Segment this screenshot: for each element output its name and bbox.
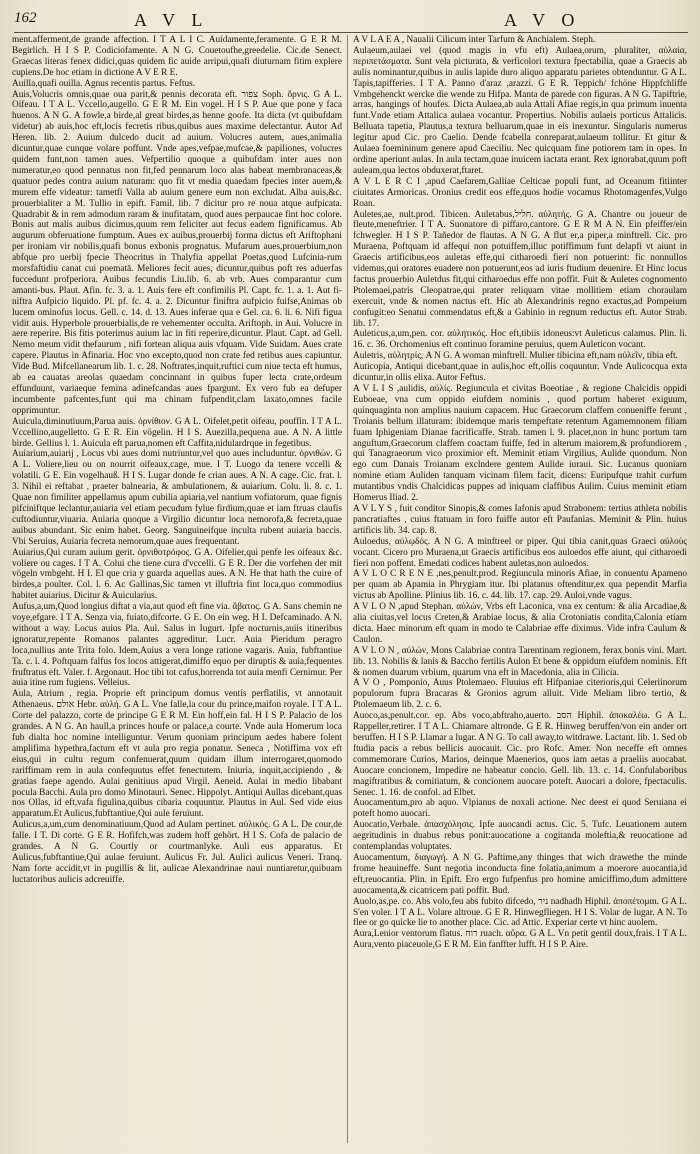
entry-auloedus: Auloedus, αὐλῳδός. A N G. A minftreel or piper. Qui tibia canit,quas Graeci αὐλοὺς vocant. Cicero pro Muraena,ut Graecis artificibus eos auloedos effe aiunt, qui citharoedi fieri non poffent. Emedati codices habent auletas,non auloedos. <box>353 536 687 569</box>
entry-auletes: Auletes,ae, nult.prod. Tibicen. Auletabus,חליל. αὐλητής. G A. Chantre ou joueur de fleute,meneftrier. I T A. Suonatore di piffaro,cantore. G E R M A N. Ein pfeiffer/ein fchwegler. H I S P. Tañedor de flautas. A N G. A flut er,a piper,a minftrell. Cic. pro Muraena, Poftquam id affequi non potuiffem,illuc potiffimum funt delapfi vt aiunt in Graecis artificibus,eos auletas effe,qui citharoedi fieri non potuerint: fic nonnullos videmus,qui oratores euadere non potuerunt,eos ad iuris ftudium deuenire. Et Hinc locus factus prouerbio Auletdus fit,qui citharoedus effe non poffit. Fuit & Auletes cognomento Ptolemaei,patris Cleopatrae,qui prater reliquam vitae mollitiem etiam choraulam exercuit, vnde & nomen nactus eft. Hic ab Alexandrinis regno exactus,ad Pompeium confugit:eo Senatui commendatus eft,& a Gabinio in regnum reductus eft. Autor Strab. lib. 17. <box>353 209 687 329</box>
entry-auilla: Auilla,quafi ouilla. Agnus recentis partus. Feftus. <box>12 78 196 89</box>
entry-aulicus: Aulicus,a,um,cum denominatiuum,Quod ad Aulam pertinet. αὐλικός. G A L. De cour,de falle. I T. Di corte. G E R. Hofifch,was zudem hoff gehört. H I S. Cofa de palacio de grandes. A N G. Courtly or courtmanlyke. Auli eus apparatus. Et Aulicus,fubftantiue,Qui aulae feruiunt. Aulicus Fr. Jul. Aulici aulicus Veneri. Tranq. Nam forte accidit,vt in pugillis & lit, aulicae Alexandrinae naui nuntiaretur,quibuam luctatoribus aulicis adcreuiffe. <box>12 820 342 885</box>
entry-auide: ment.afferment,de grande affection. I T A L I C. Auidamente,feramente. G E R M. Begirlich. H I S P. Codiciofamente. A N G. Couetoufhe,greedelie. Cic.de Senect. Graecas literas fenex didici,quas quidem fic auide arripui,quafi diuturnam fitim explere cupiens.De hoc etiam in dictione A V E R E. <box>12 35 342 78</box>
entry-aulon-2: A V L O N , αὐλών, Mons Calabriae contra Tarentinam regionem, ferax bonis vini. Mart. lib. 13. Nobilis & lanis & Baccho fertilis Aulon Et bene & oppidum eiufdem nominis. Eft & nomen duarum vrbium, quarum vna eft in Macedonia, alia in Cilicia. <box>353 645 687 678</box>
entry-aulus: A V L Y S , fuit conditor Sinopis,& comes Iafonis apud Strabonem: tertius athleta nobilis pancratiaftes , cuius ftatuam in foro fuiffe autor eft Paufanias. Meminit & Plin. huius artificis lib. 34. cap. 8. <box>353 503 687 536</box>
right-running-title: A V O <box>504 10 581 30</box>
entry-aulerci: A V L E R C I ,apud Caefarem,Galliae Celticae populi funt, ad Oceanum fitiinter ciuitates Armoricas. Oronius credit eos effe,quos hodie vocamus Rhotomagenfes,Vulgo Roan. <box>353 176 687 209</box>
left-column <box>12 35 342 1143</box>
left-running-title: A V L <box>134 10 209 30</box>
entry-aulaeum: Aulaeum,aulaei vel (quod magis in vfu eft) Aulaea,orum, pluraliter, αὐλαία, περιπετάσματα. Sunt vela picturata, & verficolori textura fpectabilia, quae a Graecis ab aulis nominantur,quibus in aulis lapide duro aliquo apparatu parietes obtenduntur. G A L. Tapis,tapifferies. I T A. Panno d'araz ,arazzi. G E R. Teppich/ fchöne Hippfchliffe Vmbgehenckt wercke die wende zu Hifpa. Manta de parede con figuras. A N G. Tapiftrie, arras, hangings of houfes. Dicta Aulaea,ab aula Attali Afiae regis,in qua primum inuenta funt.Vnde etiam Attalica aulaea vocantur. Propertius. Nobilis aulaeis porticus Attalicis. Belluata tapetia, Plautus,a textura belluarum,quae in eis inexuntur. Singularis numerus legitur apud Cic. pro Caelio. Dende fcabella conreparat,aulaeum tollitur. Et gitur & Aulaea foemininum genere apud Caeciliu. Nec quicquam fine potiorem tam in opes. In ordine aperiunt aulas. In aula tectam,quae inuicem iactata erant. Rex ignorabat,quum poft auleam,qua lectos obduxerat,ftaret. <box>353 45 687 176</box>
entry-aulaea: A V L A E A , Naualii Cilicum inter Tarfum & Anchialem. Steph. <box>353 35 596 45</box>
right-column <box>353 35 687 1143</box>
entry-aula: Aula, Atrium , regia. Proprie eft principum domus ventis perflatilis, vt annotauit Athenaeus. אולם Hebr. αὐλή. G A L. Vne falle,la cour du prince,maifon royale. I T A L. Corte del palazzo, corte de principe G E R M. Ein hoff,ein fal. H I S P. Palacio de los grandes. A N G. An haull,a princes houfe or palace,a courte. Vnde aula Homerum loca fub dialta hoc nomine intelliguntur. Verum quoniam principum aedes habere folent amplifima hypethra,factum eft vt aula pro regia ponatur. Seneca , Notiffima vox eft eius,qui in cultu regum confenuerat,quum quidam illum interrogaret,quomodo rariffimam rem in aula confequutus effet fenectutem. Iniuria, inquit,accipiendo , & gratias faepe agendo. Aulai genitiuus apud Virgil. Aeneid. Aulai in medio libabant pocula Bacchi. Aula pro domo Minotauri. Senec. Hippolyt. Antiqui Aullas dicebant,quas nos Ollas, id eft,vafa figulina,quibus cibaria coquuntur. Plautus in Aul. Sed vide eius apparatum.Et Aulicus,fubftantiue,Qui aule feruiunt. <box>12 689 342 820</box>
entry-aulocrene: A V L O C R E N E ,nes,penult.prod. Regiuncula minoris Afiae, in conuentu Apameno per quam ab Apamia in Phrygiam itur. Ibi platanus oftenditur,ex qua pependit Marfia victus ab Apolline. Plinius lib. 16. c. 44. lib. 17. cap. 29. Auloi,vnde vagus. <box>353 569 687 602</box>
column-divider <box>347 35 348 1143</box>
entry-auiarium: Auiarium,auiarij , Locus vbi aues domi nutriuntur,vel quo aues includuntur. ὀρνιθών. G A L. Voliere,lieu ou on nourrit oifeaux,cage, mue. I T. Luogo da tenere vccelli & volatili. G E. Ein vogelhauß. H I S. Lugar donde fe crian aues. A N. A cage. Cic. frat. l. 3. Nihil ei reftabat , praeter balnearia, & ambulationem, & auiarium. Colu. li. 8. c. 1. Quae non fimiliter appellamus apum cubilia apiaria,vel nantium vofiatorum, quae fignis pifciniftque leclantur,auiaria vel etiam pecudum fylue firdium,quae et iam ftruas claufis cuftodiuntur,viuaria. Auiaria quoque a Virgilio dicuntur loca nemorofa,& fecreta,quae auibus abundant. Sic enim habet. Georg. Sanguineifque inculta rubent auiaria baccis. Vbi Seruius, Auiaria fecreta nemorum,quae aues frequentant. <box>12 449 342 547</box>
entry-aulis: A V L I S ,aulidis, αὐλίς. Regiuncula et civitas Boeotiae , & regione Chalcidis oppidi Euboeae, vna cum oppido eiufdem nominis , quod portum haberet exiguum, quinquaginta non amplius nauium capacem. Huc Graecorum claffem conueniffe ferunt , Troianis bellum illaturam: ibidemque maris tempeftate retentum Agamemnonem filiam fuam Iphigeniam Dianae facrificaffe. Strab. tamen l. 9. placet,non in hunc portum tam anguftum,Graecorum claffem coactam fuiffe, fed in alterum maiorem,& profundiorem , qui Tanagraeorum vico proximior eft. Meminit etiam Virgilius, Aulide quondum. Non ego cum Danais Troianam exclndere gentem Aulide iuraui. Sic. Lucanus quoniam nomine etiam Auliden tanquam vicinam filem facit, dicens: Euripufque trahit curfum mutantibus vndis Chalcidicas puppes ad iniquam claffibus Aulim. Cuius meminit etiam Homerus Iliad. 2. <box>353 384 687 504</box>
entry-auicula: Auicula,diminutiuum,Parua auis. ὀρνίθιον. G A L. Oifelet,petit oifeau, pouffin. I T A L. Vccellino,augelletto. G E R. Ein vögelin. H I S. Auezilla,pequena aue. A N. A little birde. Gellius l. 1. Auicula eft parua,nomen eft Caffita,nidulardrque in fegetibus. <box>12 416 342 449</box>
page-number: 162 <box>14 10 37 26</box>
entry-auocamentum-2: Auocamentum, διαγωγή. A N G. Paftime,any thinges that wich drawethe the minde frome heauineffe. Sunt negotia inconducta fine folatia,animum a moerore auocantia,id eft,reuocantia. Plin. in Epift. Ero ergo fufpenfus pro homine amiciffimo,dum admittere auocamenta,& cicatricem pati poffit. Bud. <box>353 852 687 896</box>
entry-auius: Aufus,a,um,Quod longius diftat a via,aut quod eft fine via. ἄβατος. G A. Sans chemin ne voye,efgare. I T A. Senza via, fuiato,difcorte. G E. On ein weg. H I. Defcaminado. A N. without a way. Locus auius Pla. Aul. Salus in Iugurt. Ipfe nocturnis,auiis itineribus ignoratur,repente Romanos palantes aggreditur. Lucr. Auia Pieridum peragro loca,nullius ante Trita folo. Idem,Auius a vera longe ratione vagaris. Auia, fubftantiue Ta. c. l. 4. Poftquam falfus fos locos attigerat,dimiffo equo per diruptis & auia,fequentes fruftratus eft. Valer. f. Argonaut. Hoc tibi tot cafus,horrenda tot auia menfi Cernimur. Per auia itine rum fugiens. Velleius. <box>12 602 342 689</box>
entry-auo: A V O , Pomponio, Auus Ptolemaeo. Fluuius eft Hifpaniae citerioris,qui Celeriinorum populorum fupra Bracaras & Gronios agrum alluit. Vide Meliam libro tertio, & Ptolemaeum lib. 2. c. 6. <box>353 678 687 711</box>
entry-auoco: Auoco,as,penult.cor. ep. Abs voco,abftraho,auerto. הסב Hiphil. ἀποκαλέω. G A L. Rappeller,retirer. I T A L. Chiamare altronde. G E R. Hinweg beruffen/von ein ander ort beruffen. H I S P. Llamar a lugar. A N G. To call away,to witdrawe. Lactant. lib. 1. Sed ob ftudia pacis a rebus bellicis auocauit. Cic. pro Rofc. Amer. Non neceffe eft omnes commemorare Curios, Marios, deinque Maenerios, quos iam aetas a praeliis auocabat. Auocare concionem, Impedire ne habeatur concio. Gell. lib. 13. c. 14. Confulaboribus magiftratibus & comitiatum, & concionem auocare poteft. Auocari a dolore, fpectaculis. Senec. 1. 16. de confol. ad Elbet. <box>353 711 687 798</box>
running-header <box>14 10 688 33</box>
entry-auocamentum-1: Auocamentum,pro ab aquo. Vlpianus de noxali actione. Nec deest ei quod Seruiana ei poteft homo auocari. <box>353 798 687 820</box>
entry-auleticus: Auleticus,a,um,pen. cor. αὐλητικός. Hoc eft,tibiis idoneus:vt Auleticus calamus. Plin. li. 16. c. 36. Orchomenius eft continuo foramine peruius, quem Auleticon vocant. <box>353 329 687 351</box>
entry-auis: Auis,Volucris omnis,quae oua parit,& pennis decorata eft. צפור Soph. ὄρνις. G A L. Oifeau. I T A L. Vccello,augello. G E R M. Ein vogel. H I S P. Aue que pone y faca huenos. A N G. A fowle,a birde,al great birdes,as henne goofe. Ita dicta (vt quibufdam videtur) ab auis,hoc eft,locis fecretis ribus,quibus aues maxime delectantur. Autor Ad Heren. lib. 2. Auium dulcedo ducit ad auium. Volucres autem, aues,animalia dicuntur,quae cunque volare poffunt. Vnde apes,vefpae,mufcae,& papiliones, volucres quidem funt,non tamen aues. Vefpertilio quoque a quibufdam inter aues non numeratur,eo quod pennatus non fit,fed pennarum loco alas habeat membranaceas,& quatuor pedes contra auium naturam: quo fit vt media quaedam fpecies inter auem,& murem effe videatur: tametfi Valla ab auium genere eum non excludat. Alba auis,&c. prouerbialiter a M. Tullio in epift. Famil. lib. 7 dicitur pro re noua atque aufpicata. Quadrabit & in rem admodum raram & inufitatam, quod aues perpaucae fint hoc colore. Bonis aut malis auibus dicimus,quum rem feliciter aut fecus eadem fignificamus. Ab augurum obferuatione fumptum. Aues ex auibus,prouerbij forma dictus eft Ariftophani per ironiam vir nobilis,quafi bonus exbonis prognatus. Mufarum aues,prouerbium,non abfque pro uerbij fpecie Theocritus in Thalyfia appellat Poetas,quod Lufcinia-rum morsfaftidiu canat cui poematā. Meliores fecit aues, dicuntur,quibus poft res aduerfas fuccedunt profperiora. Auibus fecundis Liu.lib. 6. ab vrb. Aues comparantur cum amanti-bus. Plaut. Afin. fc. 3. a. 1. Auis fere eft confimilis Pl. Capt. fc. 1. a. 1. Aut fi-niftra Aufpicio liquido. Pl. pf. fc. 4. a. 2. Dicuntur finiftra aufpicio fuifse,Animas ob lucem ominofus locus. Gell. c. 14. d. 13. Aues inferae qua e Gel. ca. 6. li. 6. Nifi figua vidit auis. Hyperbole prouerbialis,de re vehementer occulta. Ariftoph. in Aui. Volucre in aere reperire. Bis fitis poterimus auium lac in fiti reperire,dicuntur. Plaut. Capt. ad Gell. Nemo meum vidit thefaurum , nifi fortean aliqua auis vfquam. Vide Suidam. Aues crate capere. Plautus in Afinaria. Hoc vno excepto,quod non crate fed retibus aues capiuntur. Vide Bud. Mifcellanearum lib. 1. c. 28. Noftrates,inquit,ruftici cum niue tecta eft humus, ab ea cauatas areolas quaedam concinnant in quibus fuper lecta crate,ordeum effunduunt, variaeque femina adinefcandas aues fpargunt. Ex vero fub ea defuper incumbente pafcentes,funt qui ma chinam fufpendit,clam laxato,omnes facile opprimuntur. <box>12 89 342 416</box>
entry-aulicocta: Auticopia, Antiqui dicebant,quae in aulis,hoc eft,ollis coquuntur. Vnde Aulicocqua exta dicuntur,in ollis elixa. Autor Feftus. <box>353 362 687 384</box>
entry-auletris: Auletris, αὐλητρίς, A N G. A woman minftrell. Mulier tibicina eft,nam αὐλεῖν, tibia eft. <box>353 351 678 362</box>
entry-auolo: Auolo,as,pe. co. Abs volo,feu abs fubito difcedo, ניר nadhadh Hiphil. ἀποπέτομαι. G A L. S'en voler. I T A L. Volare altroue. G E R. Hinwegfliegen. H I S. Volar de lugar. A N. To flee or go quicke lie to another place. Cic. ad Attic. Experiar certe vt hinc auolem. <box>353 896 687 929</box>
entry-auiarius: Auiarius,Qui curam auium gerit. ὀρνιθοτρόφος. G A. Oifelier,qui penfe les oifeaux &c. voliere ou cages. I T A. Colui che tiene cura d'vccelli. G E R. Der die vorfehen der mit vögeln vmbgeht. H I. El que cria y guarda aquellas aues. A N. He that hath the cuire of birdes,a poulter. Col. l. 6. Ac Gallinas,Sic tamen vt illuftria fint loca,quo commodius habitet auiarius. Dicitur & Auicularius. <box>12 547 342 602</box>
entry-aulon-1: A V L O N ,apud Stephan. αὐλών, Vrbs eft Laconica, vna ex centum: & alia Arcadiae,& alia ciuitas,vel locus Creten,& Arabiae locus, & alia Crotoniatis condita,Calonia etiam dicta. Haec minorum eft quam in modo te Calabriae effe diximus. Vide infra Caulum & Caulon. <box>353 602 687 645</box>
entry-aura: Aura,Lenior ventorum flatus. רוח ruach. αὔρα. G A L. Vn petit gentil doux,frais. I T A L. Aura,vento piaceuole,G E R M. Ein fanffter lufft. H I S P. Aire. <box>353 929 687 951</box>
entry-auocatio: Auocatio,Verbale. ἀπασχόλησις. Ipfe auocandi actus. Cic. 5. Tufc. Leuationem autem aegritudinis in duabus rebus ponit:auocatione a cogitanda moleftia,& reuocatione ad contemplandas voluptates. <box>353 820 687 853</box>
